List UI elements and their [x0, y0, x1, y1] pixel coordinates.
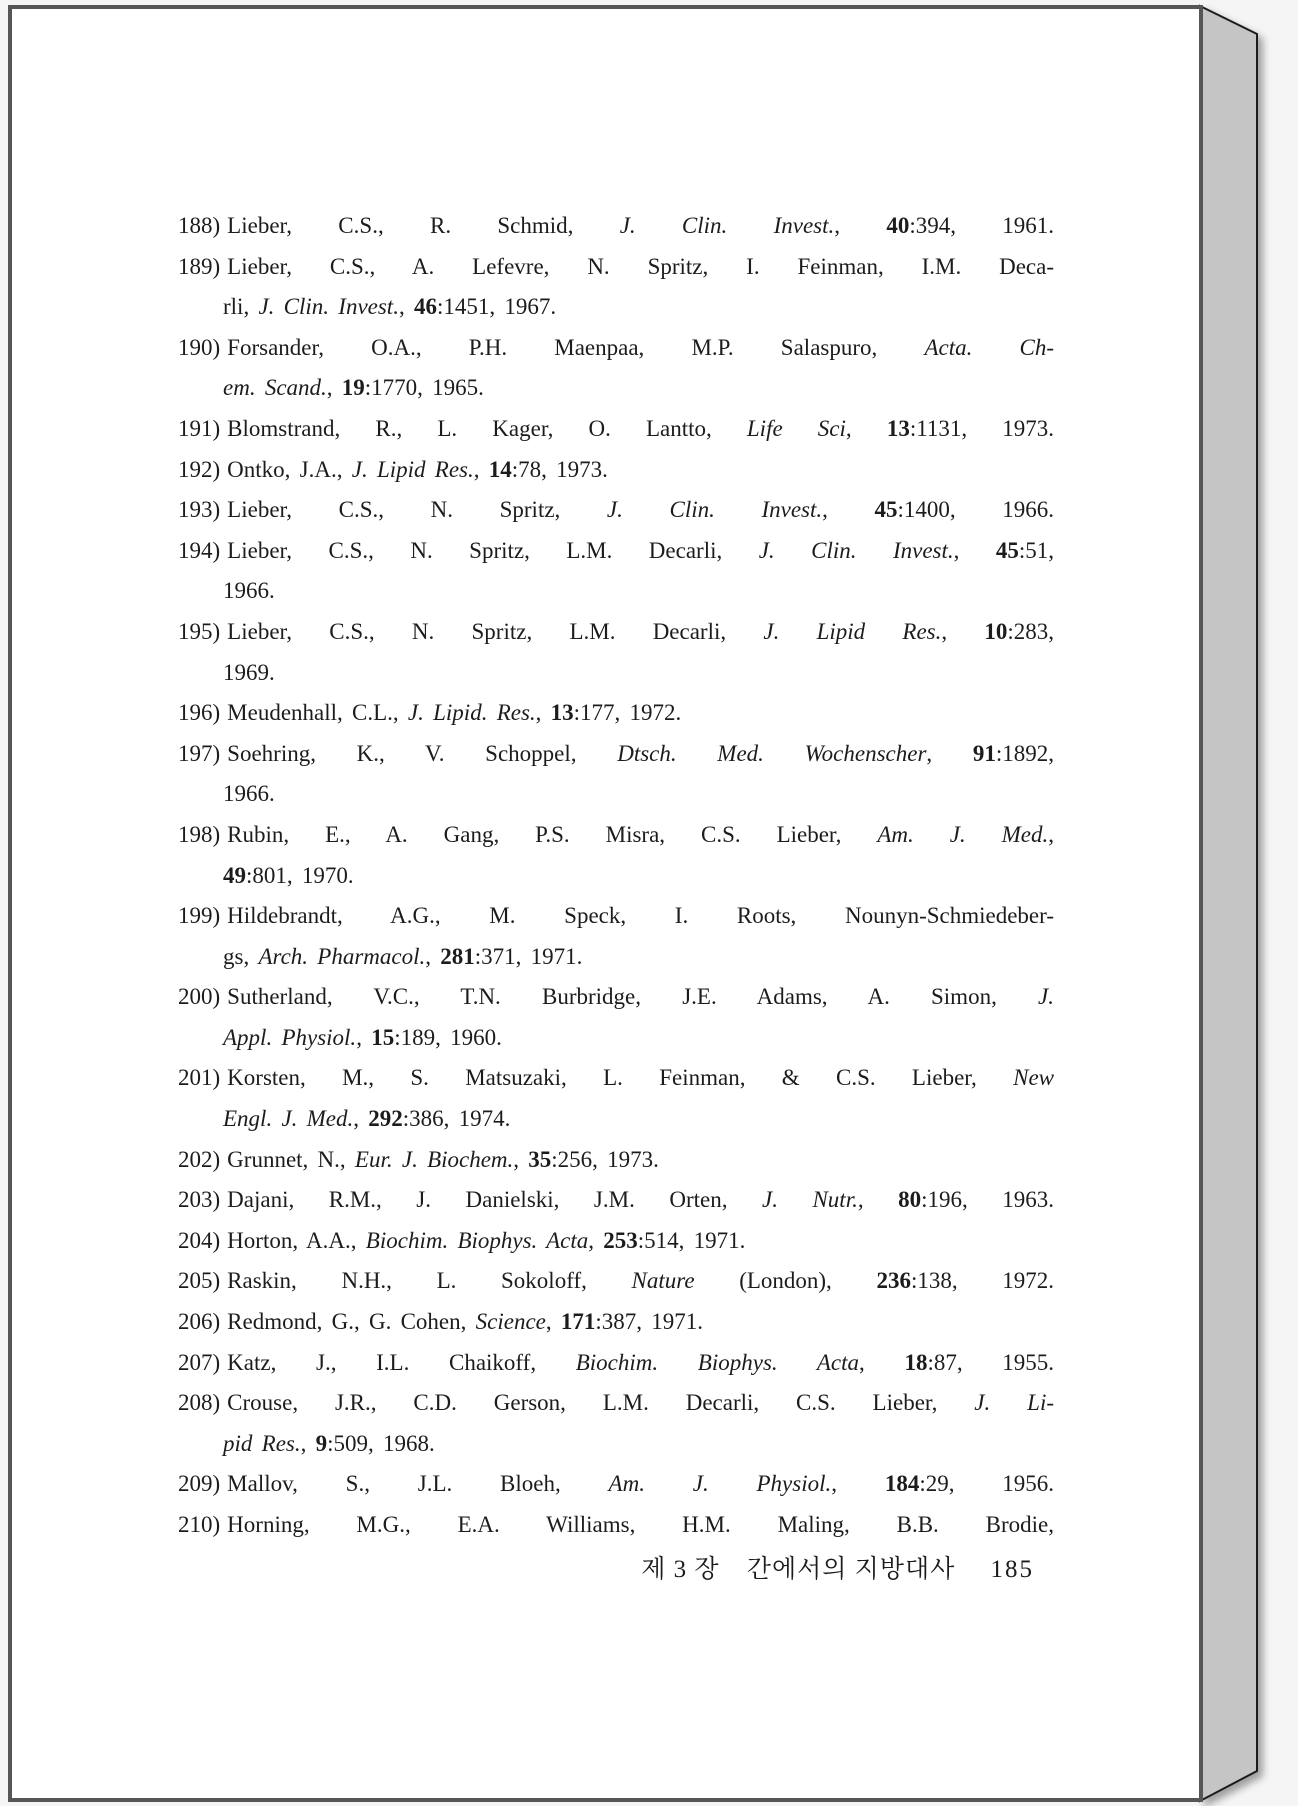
reference-text-segment: New	[1013, 1065, 1054, 1091]
reference-text-segment: 9	[315, 1430, 328, 1456]
reference-number: 190)	[178, 334, 221, 360]
reference-text-segment: Lieber, C.S., N. Spritz,	[227, 497, 607, 523]
reference-text-segment: Lieber, C.S., R. Schmid,	[227, 213, 620, 238]
reference-number: 210)	[178, 1512, 221, 1537]
reference-text-segment: ,	[588, 1227, 604, 1253]
reference-text-segment: Redmond, G., G. Cohen,	[227, 1309, 476, 1335]
reference-text-segment: Lieber, C.S., N. Spritz, L.M. Decarli,	[227, 618, 764, 644]
reference-text-segment: ,	[513, 1146, 529, 1172]
reference-number: 209)	[178, 1471, 221, 1497]
reference-text-segment: :514, 1971.	[637, 1227, 746, 1253]
reference-number: 191)	[178, 415, 221, 441]
reference-text-segment: Blomstrand, R., L. Kager, O. Lantto,	[227, 415, 747, 441]
reference-number: 195)	[178, 618, 221, 644]
reference-text-segment: Ontko, J.A.,	[227, 456, 352, 482]
reference-text-segment: Korsten, M., S. Matsuzaki, L. Feinman, & C.S. Lieber,	[227, 1065, 1014, 1091]
reference-text-segment: Grunnet, N.,	[227, 1146, 355, 1172]
reference-line	[178, 734, 1054, 775]
reference-text-segment: ,	[1048, 821, 1054, 847]
reference-text-segment: ,	[300, 1430, 316, 1456]
reference-text-segment: 281	[440, 943, 475, 969]
reference-number: 198)	[178, 821, 221, 847]
reference-text-segment: Dajani, R.M., J. Danielski, J.M. Orten,	[227, 1187, 762, 1213]
reference-text-segment: :371, 1971.	[474, 943, 583, 969]
reference-line	[178, 815, 1054, 856]
reference-text-segment: :801, 1970.	[246, 862, 354, 888]
reference-text-segment: :1451, 1967.	[436, 294, 557, 320]
chapter-title: 간에서의 지방대사	[746, 1556, 956, 1583]
reference-text-segment: Sutherland, V.C., T.N. Burbridge, J.E. Adams, A. Simon,	[227, 984, 1039, 1010]
reference-text-segment: 13	[550, 700, 574, 726]
reference-number: 196)	[178, 700, 221, 726]
reference-text-segment: Am. J. Med.	[877, 821, 1049, 847]
reference-line-continuation	[178, 1018, 1054, 1059]
reference-text-segment: Am. J. Physiol.	[608, 1471, 832, 1497]
reference-text-segment: ,	[545, 1309, 561, 1335]
reference-text-segment: Hildebrandt, A.G., M. Speck, I. Roots, Nounyn-Schmiedeber-	[227, 903, 1054, 929]
reference-text-segment: ,	[398, 294, 414, 320]
reference-line	[178, 1464, 1054, 1505]
reference-text-segment: Science	[475, 1309, 546, 1335]
reference-text-segment: :387, 1971.	[595, 1309, 704, 1335]
reference-line-continuation	[178, 368, 1054, 409]
reference-text-segment: Raskin, N.H., L. Sokoloff,	[227, 1268, 632, 1294]
reference-line-continuation	[178, 653, 1054, 694]
reference-number: 201)	[178, 1065, 221, 1091]
reference-text-segment: :386, 1974.	[402, 1106, 511, 1132]
reference-line-continuation	[178, 937, 1054, 978]
reference-text-segment: ,	[356, 1024, 372, 1050]
reference-text-segment: ,	[941, 618, 985, 644]
reference-text-segment: 1966.	[223, 781, 275, 807]
reference-number: 202)	[178, 1146, 221, 1172]
reference-text-segment: ,	[857, 1187, 899, 1213]
reference-line	[178, 247, 1054, 288]
reference-text-segment: J. Clin. Invest.	[758, 537, 954, 563]
reference-text-segment: ,	[834, 213, 887, 238]
reference-text-segment: :1131, 1973.	[909, 415, 1054, 441]
reference-text-segment: Crouse, J.R., C.D. Gerson, L.M. Decarli, C.S. Lieber,	[227, 1390, 975, 1416]
reference-text-segment: Meudenhall, C.L.,	[227, 700, 408, 726]
reference-text-segment: 18	[904, 1349, 928, 1375]
reference-text-segment: 45	[874, 497, 898, 523]
reference-text-segment: 49	[223, 862, 246, 888]
reference-text-segment: :509, 1968.	[327, 1430, 435, 1456]
reference-text-segment: 13	[886, 415, 910, 441]
reference-number: 189)	[178, 253, 221, 279]
reference-text-segment: 35	[528, 1146, 552, 1172]
page-footer	[178, 1549, 1054, 1591]
reference-text-segment: Appl. Physiol.	[223, 1024, 357, 1050]
reference-text-segment: ,	[926, 740, 973, 766]
reference-text-segment: Biochim. Biophys. Acta	[575, 1349, 860, 1375]
reference-text-segment: Engl. J. Med.	[223, 1106, 354, 1132]
reference-number: 207)	[178, 1349, 221, 1375]
reference-text-segment: Forsander, O.A., P.H. Maenpaa, M.P. Salaspuro,	[227, 334, 925, 360]
reference-text-segment: J.	[1038, 984, 1054, 1010]
reference-line-continuation	[178, 1099, 1054, 1140]
reference-text-segment: :29, 1956.	[919, 1471, 1055, 1497]
reference-text-segment: J. Clin. Invest.	[619, 213, 835, 238]
reference-text-segment: 15	[371, 1024, 395, 1050]
reference-line-continuation	[178, 774, 1054, 815]
reference-text-segment: Dtsch. Med. Wochenscher	[617, 740, 927, 766]
reference-text-segment: Horning, M.G., E.A. Williams, H.M. Maling, B.B. Brodie,	[227, 1512, 1054, 1537]
reference-text-segment: 171	[560, 1309, 596, 1335]
reference-text-segment: ,	[822, 497, 875, 523]
reference-number: 203)	[178, 1187, 221, 1213]
reference-text-segment: pid Res.	[223, 1430, 301, 1456]
reference-text-segment: :51,	[1018, 537, 1055, 563]
reference-text-segment: :177, 1972.	[573, 700, 682, 726]
reference-text-segment: Eur. J. Biochem.	[354, 1146, 514, 1172]
reference-line	[178, 1302, 1054, 1343]
reference-text-segment: :283,	[1007, 618, 1055, 644]
reference-text-segment: Mallov, S., J.L. Bloeh,	[227, 1471, 609, 1497]
reference-text-segment: 45	[995, 537, 1019, 563]
reference-number: 208)	[178, 1390, 221, 1416]
reference-line	[178, 896, 1054, 937]
reference-line	[178, 693, 1054, 734]
reference-text-segment: :196, 1963.	[921, 1187, 1055, 1213]
reference-text-segment: :256, 1973.	[551, 1146, 659, 1172]
reference-line-continuation	[178, 856, 1054, 897]
reference-line-continuation	[178, 287, 1054, 328]
reference-number: 199)	[178, 903, 221, 929]
reference-text-segment: 19	[341, 375, 365, 401]
reference-number: 205)	[178, 1268, 221, 1294]
reference-list	[178, 206, 1054, 1546]
reference-text-segment: 46	[413, 294, 437, 320]
reference-text-segment: :87, 1955.	[927, 1349, 1055, 1375]
reference-text-segment: J. Nutr.	[761, 1187, 858, 1213]
reference-number: 188)	[178, 213, 221, 238]
reference-line	[178, 1383, 1054, 1424]
reference-text-segment: Acta. Ch-	[924, 334, 1054, 360]
reference-line	[178, 612, 1054, 653]
reference-text-segment: 292	[368, 1106, 403, 1132]
reference-text-segment: 1969.	[223, 659, 275, 685]
reference-text-segment: 236	[876, 1268, 911, 1294]
reference-text-segment: J. Lipid Res.	[351, 456, 474, 482]
reference-text-segment: ,	[953, 537, 996, 563]
reference-text-segment: J. Lipid. Res.	[407, 700, 536, 726]
reference-line-continuation	[178, 571, 1054, 612]
reference-text-segment: ,	[425, 943, 441, 969]
reference-line-continuation	[178, 1424, 1054, 1465]
reference-text-segment: 184	[884, 1471, 920, 1497]
reference-text-segment: 253	[603, 1227, 638, 1253]
reference-line	[178, 1221, 1054, 1262]
reference-text-segment: rli,	[223, 294, 259, 320]
chapter-label: 제 3 장	[641, 1556, 720, 1583]
reference-number: 206)	[178, 1309, 221, 1335]
reference-text-segment: Horton, A.A.,	[227, 1227, 366, 1253]
reference-text-segment: Rubin, E., A. Gang, P.S. Misra, C.S. Lieber,	[227, 821, 878, 847]
reference-text-segment: ,	[831, 1471, 885, 1497]
reference-text-segment: J. Clin. Invest.	[606, 497, 823, 523]
reference-text-segment: Biochim. Biophys. Acta	[365, 1227, 589, 1253]
reference-text-segment: J. Lipid Res.	[763, 618, 942, 644]
reference-text-segment: Soehring, K., V. Schoppel,	[227, 740, 618, 766]
page-fore-edge	[1200, 6, 1257, 1801]
reference-text-segment: Katz, J., I.L. Chaikoff,	[227, 1349, 576, 1375]
reference-text-segment: :1400, 1966.	[897, 497, 1055, 523]
reference-number: 204)	[178, 1227, 221, 1253]
reference-text-segment: em. Scand.	[223, 375, 327, 401]
reference-line	[178, 1180, 1054, 1221]
reference-text-segment: 14	[488, 456, 512, 482]
reference-text-segment: 10	[984, 618, 1008, 644]
reference-line	[178, 490, 1054, 531]
reference-line	[178, 328, 1054, 369]
reference-text-segment: 80	[898, 1187, 922, 1213]
reference-text-segment: 1966.	[223, 578, 275, 604]
reference-number: 192)	[178, 456, 221, 482]
page-number: 185	[990, 1556, 1034, 1583]
reference-text-segment: gs,	[223, 943, 259, 969]
reference-text-segment: Lieber, C.S., A. Lefevre, N. Spritz, I. Feinman, I.M. Deca-	[227, 253, 1054, 279]
reference-text-segment: Lieber, C.S., N. Spritz, L.M. Decarli,	[227, 537, 759, 563]
reference-text-segment: ,	[859, 1349, 905, 1375]
reference-line	[178, 1058, 1054, 1099]
reference-line	[178, 531, 1054, 572]
reference-text-segment: ,	[845, 415, 887, 441]
reference-text-segment: J. Li-	[974, 1390, 1054, 1416]
reference-line	[178, 1261, 1054, 1302]
reference-text-segment: J. Clin. Invest.	[258, 294, 399, 320]
reference-text-segment: 91	[972, 740, 996, 766]
reference-number: 194)	[178, 537, 221, 563]
reference-text-segment: 40	[886, 213, 910, 238]
reference-text-segment: ,	[535, 700, 551, 726]
reference-text-segment: ,	[353, 1106, 369, 1132]
reference-text-segment: :189, 1960.	[394, 1024, 502, 1050]
reference-text-segment: ,	[473, 456, 489, 482]
reference-text-segment: ,	[326, 375, 342, 401]
reference-line	[178, 1140, 1054, 1181]
reference-text-segment: (London),	[694, 1268, 877, 1294]
reference-number: 197)	[178, 740, 221, 766]
reference-line	[178, 1343, 1054, 1384]
reference-text-segment: :1892,	[995, 740, 1054, 766]
reference-text-segment: :1770, 1965.	[364, 375, 484, 401]
reference-text-segment: Nature	[631, 1268, 695, 1294]
reference-number: 193)	[178, 497, 221, 523]
reference-text-segment: Arch. Pharmacol.	[258, 943, 426, 969]
reference-text-segment: :394, 1961.	[909, 213, 1055, 238]
reference-text-segment: :78, 1973.	[511, 456, 608, 482]
reference-text-segment: Life Sci	[746, 415, 846, 441]
reference-text-segment: :138, 1972.	[910, 1268, 1055, 1294]
reference-line	[178, 409, 1054, 450]
reference-line	[178, 1505, 1054, 1546]
reference-number: 200)	[178, 984, 221, 1010]
reference-line	[178, 450, 1054, 491]
reference-line	[178, 977, 1054, 1018]
reference-line	[178, 206, 1054, 247]
